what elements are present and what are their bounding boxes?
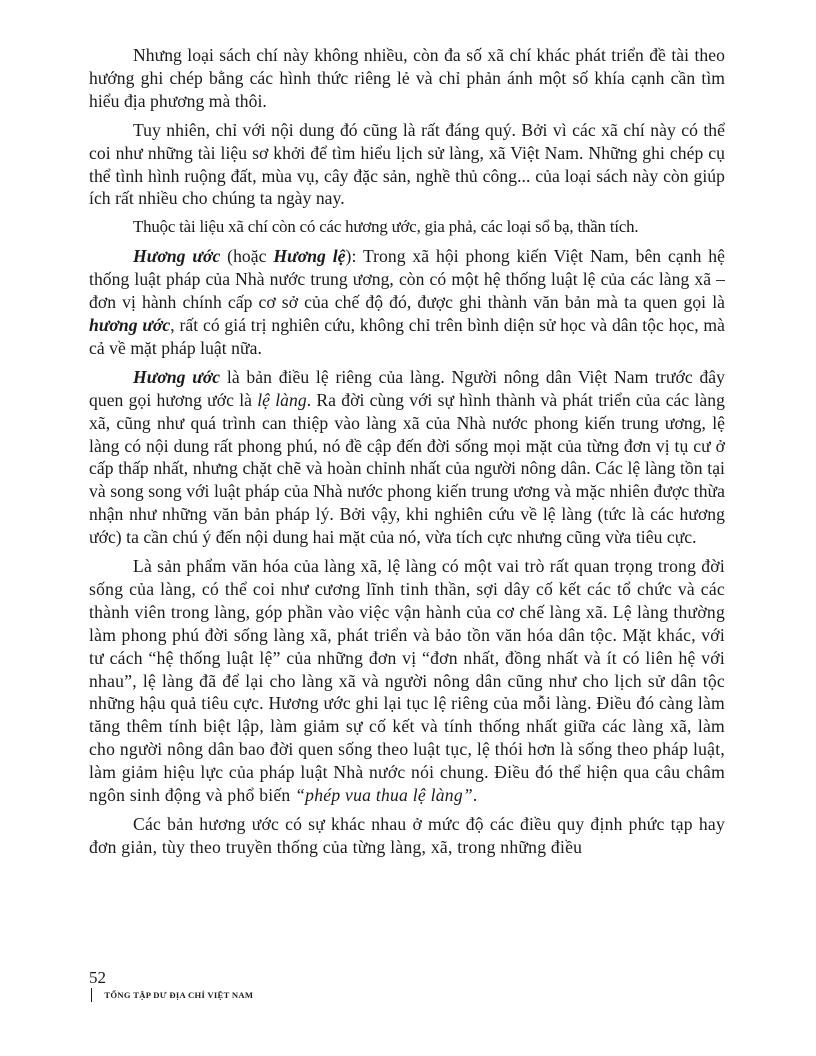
- footer-row: [89, 988, 253, 1002]
- book-title: TỔNG TẬP DƯ ĐỊA CHÍ VIỆT NAM: [104, 990, 254, 1000]
- paragraph-6-text-1: Là sản phẩm văn hóa của làng xã, lệ làng có một vai trò rất quan trọng trong đời sống của làng, có thể coi như cương lĩnh tinh thần, sợi dây cố kết các tổ chức và các thành viên trong làng, góp phần vào việc vận hành của cơ chế làng xã. Lệ làng thường làm phong phú đời sống làng xã, phát triển và bảo tồn văn hóa dân tộc. Mặt khác, với tư cách “hệ thống luật lệ” của những đơn vị “đơn nhất, đồng nhất và ít có liên hệ với nhau”, lệ làng đã để lại cho làng xã và người nông dân cũng như cho lịch sử dân tộc những hậu quả tiêu cực. Hương ước ghi lại tục lệ riêng của mỗi làng. Điều đó càng làm tăng thêm tính biệt lập, làm giảm sự cố kết và tính thống nhất giữa các làng xã, làm cho người nông dân bao đời quen sống theo luật tục, lệ thói hơn là sống theo pháp luật, làm giảm hiệu lực của pháp luật Nhà nước nói chung. Điều đó thể hiện qua câu châm ngôn sinh động và phổ biến: [89, 556, 725, 806]
- term-huong-le: Hương lệ: [273, 246, 346, 267]
- paragraph-4-text-3: , rất có giá trị nghiên cứu, không chỉ trên bình diện sử học và dân tộc học, mà cả về mặt pháp luật nữa.: [89, 314, 725, 358]
- paragraph-5-text-2: . Ra đời cùng với sự hình thành và phát triển của các làng xã, cũng như quá trình can thiệp vào làng xã của Nhà nước phong kiến trung ương, lệ làng có nội dung rất phong phú, nó đề cập đến đời sống mọi mặt của từng đơn vị tụ cư ở cấp thấp nhất, nhưng chặt chẽ và hoàn chỉnh nhất của người nông dân. Các lệ làng tồn tại và song song với luật pháp của Nhà nước phong kiến trung ương và mặc nhiên được thừa nhận như những văn bản pháp lý. Bởi vậy, khi nghiên cứu về lệ làng (tức là các hương ước) ta cần chú ý đến nội dung hai mặt của nó, vừa tích cực nhưng cũng vừa tiêu cực.: [89, 389, 725, 548]
- paragraph-6: [89, 555, 725, 807]
- paragraph-3: Thuộc tài liệu xã chí còn có các hương ước, gia phả, các loại sổ bạ, thần tích.: [133, 217, 639, 237]
- term-huong-uoc: Hương ước: [133, 366, 221, 387]
- paragraph-1: Nhưng loại sách chí này không nhiều, còn đa số xã chí khác phát triển đề tài theo hướng ghi chép bằng các hình thức riêng lẻ và chỉ phản ánh một số khía cạnh cần tìm hiểu địa phương mà thôi.: [89, 45, 725, 111]
- paragraph-2: Tuy nhiên, chỉ với nội dung đó cũng là rất đáng quý. Bởi vì các xã chí này có thể coi như những tài liệu sơ khởi để tìm hiểu lịch sử làng, xã Việt Nam. Những ghi chép cụ thể tình hình ruộng đất, mùa vụ, cây đặc sản, nghề thủ công... của loại sách này còn giúp ích rất nhiều cho chúng ta ngày nay.: [89, 119, 725, 209]
- paragraph-5: [89, 366, 725, 549]
- proverb-quote: “phép vua thua lệ làng”: [295, 785, 473, 806]
- term-le-lang: lệ làng: [257, 389, 307, 410]
- page-footer: [89, 969, 253, 1002]
- paragraph-7: Các bản hương ước có sự khác nhau ở mức độ các điều quy định phức tạp hay đơn giản, tùy theo truyền thống của từng làng, xã, trong những điều: [89, 814, 725, 857]
- paragraph-4-text-2: ): Trong xã hội phong kiến Việt Nam, bên cạnh hệ thống luật pháp của Nhà nước trung ương, còn có một hệ thống luật lệ của các làng xã – đơn vị hành chính cấp cơ sở của chế độ đó, được ghi thành văn bản mà ta quen gọi là: [89, 246, 726, 313]
- term-huong-uoc: Hương ước: [133, 246, 221, 267]
- page-number: 52: [89, 968, 106, 987]
- paragraph-4: [89, 245, 725, 360]
- footer-divider: [91, 988, 92, 1002]
- paragraph-4-text-1: (hoặc: [220, 246, 274, 267]
- paragraph-5-text-1: là bản điều lệ riêng của làng. Người nông dân Việt Nam trước đây quen gọi hương ước là: [89, 366, 725, 410]
- paragraph-6-text-2: .: [472, 785, 478, 806]
- body-text: [89, 44, 725, 865]
- term-huong-uoc-inline: hương ước: [89, 314, 171, 335]
